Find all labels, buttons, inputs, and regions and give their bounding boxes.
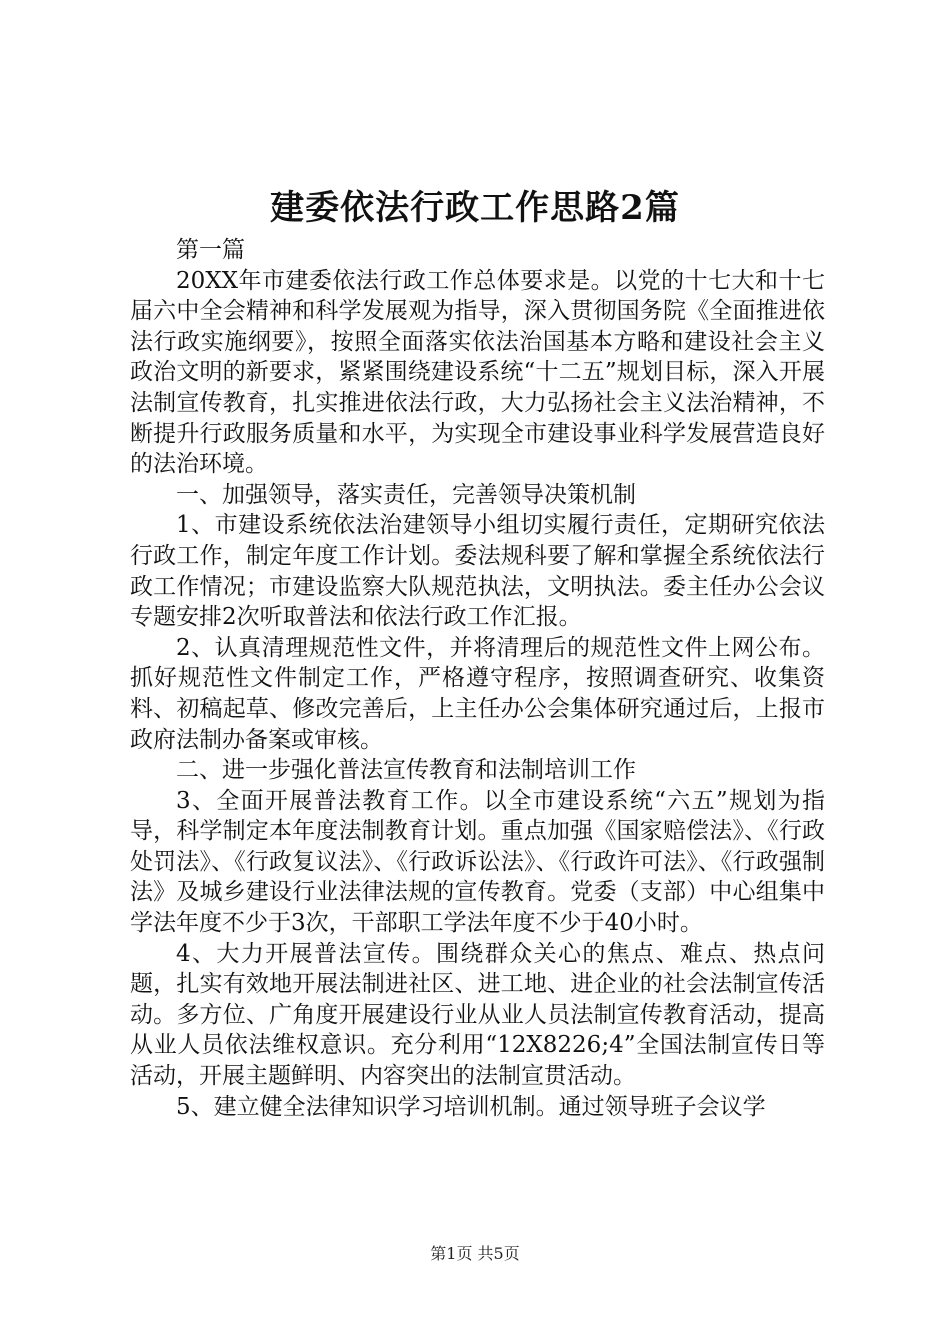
section-heading-1: 一、加强领导，落实责任，完善领导决策机制 bbox=[176, 481, 636, 508]
paragraph-item-4: 4、大力开展普法宣传。围绕群众关心的焦点、难点、热点问题，扎实有效地开展法制进社区、进工地、进企业的社会法制宣传活动。多方位、广角度开展建设行业从业人员法制宣传教育活动，提高从业人员依法维权意识。充分利用“12X8226;4”全国法制宣传日等活动，开展主题鲜明、内容突出的法制宣贯活动。 bbox=[130, 940, 825, 1090]
section-heading-2: 二、进一步强化普法宣传教育和法制培训工作 bbox=[176, 757, 636, 784]
paragraph-item-1: 1、市建设系统依法治建领导小组切实履行责任，定期研究依法行政工作，制定年度工作计划。委法规科要了解和掌握全系统依法行政工作情况；市建设监察大队规范执法，文明执法。委主任办公会议专题安排2次听取普法和依法行政工作汇报。 bbox=[130, 512, 825, 631]
page-footer: 第1页 共5页 bbox=[430, 1244, 520, 1263]
paragraph-intro: 20XX年市建委依法行政工作总体要求是。以党的十七大和十七届六中全会精神和科学发展观为指导，深入贯彻国务院《全面推进依法行政实施纲要》，按照全面落实依法治国基本方略和建设社会主义政治文明的新要求，紧紧围绕建设系统“十二五”规划目标，深入开展法制宣传教育，扎实推进依法行政，大力弘扬社会主义法治精神，不断提升行政服务质量和水平，为实现全市建设事业科学发展营造良好的法治环境。 bbox=[130, 267, 825, 478]
section-label: 第一篇 bbox=[176, 237, 245, 263]
paragraph-item-2: 2、认真清理规范性文件，并将清理后的规范性文件上网公布。抓好规范性文件制定工作，严格遵守程序，按照调查研究、收集资料、初稿起草、修改完善后，上主任办公会集体研究通过后，上报市政府法制办备案或审核。 bbox=[130, 634, 825, 753]
paragraph-item-3: 3、全面开展普法教育工作。以全市建设系统“六五”规划为指导，科学制定本年度法制教育计划。重点加强《国家赔偿法》、《行政处罚法》、《行政复议法》、《行政诉讼法》、《行政许可法》、《行政强制法》及城乡建设行业法律法规的宣传教育。党委（支部）中心组集中学法年度不少于3次，干部职工学法年度不少于40小时。 bbox=[130, 787, 825, 937]
paragraph-item-5: 5、建立健全法律知识学习培训机制。通过领导班子会议学 bbox=[176, 1093, 766, 1120]
document-body bbox=[130, 235, 825, 1122]
document-title: 建委依法行政工作思路2篇 bbox=[270, 188, 680, 228]
